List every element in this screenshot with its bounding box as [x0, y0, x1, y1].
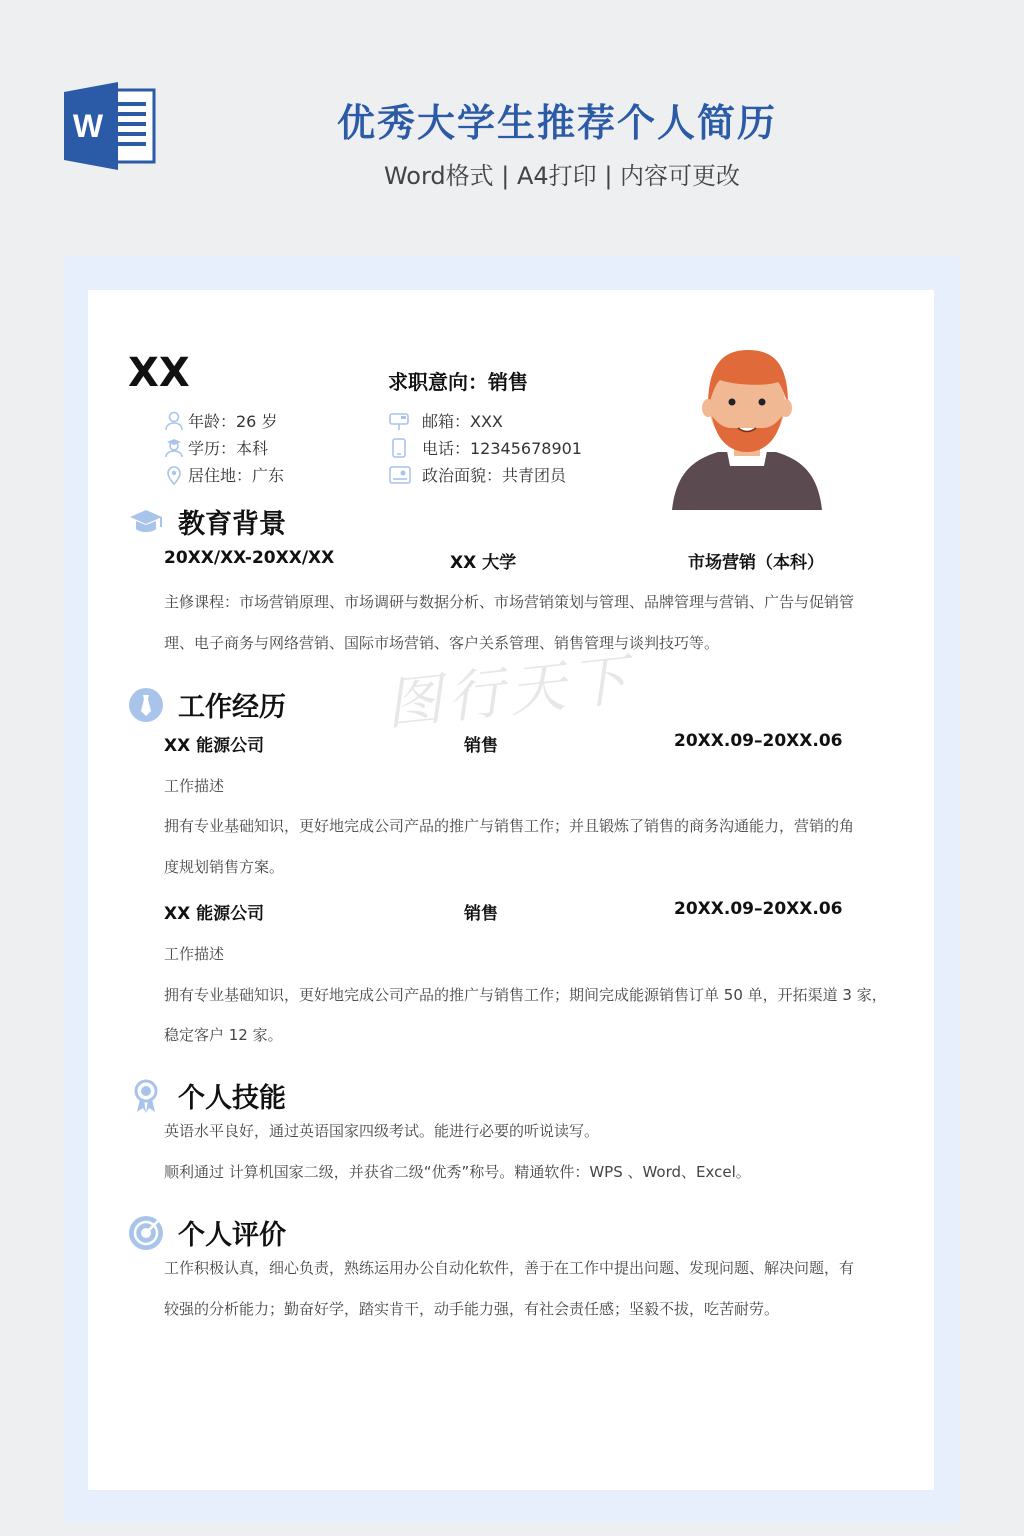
award-ribbon-icon — [128, 1078, 164, 1114]
education-info — [164, 436, 268, 459]
tie-icon — [128, 687, 164, 723]
job1-period: 20XX.09–20XX.06 — [674, 731, 843, 751]
age-text: 年龄：26 岁 — [188, 412, 278, 431]
education-period: 20XX/XX-20XX/XX — [164, 548, 335, 568]
education-school: XX 大学 — [450, 553, 517, 573]
watermark: 图行天下 — [382, 647, 637, 738]
phone-info — [388, 436, 582, 459]
job2-company: XX 能源公司 — [164, 904, 265, 924]
courses-line-1: 主修课程：市场营销原理、市场调研与数据分析、市场营销策划与管理、品牌管理与营销、广告与促销管 — [164, 593, 855, 611]
email-info — [388, 409, 503, 432]
graduate-icon — [164, 438, 184, 458]
skills-line-1: 英语水平良好，通过英语国家四级考试。能进行必要的听说读写。 — [164, 1122, 600, 1140]
job-intent: 求职意向：销售 — [388, 370, 528, 394]
evaluation-line-2: 较强的分析能力；勤奋好学，踏实肯干，动手能力强，有社会责任感；坚毅不拔，吃苦耐劳。 — [164, 1300, 780, 1318]
job1-company: XX 能源公司 — [164, 736, 265, 756]
job2-desc-line-1: 拥有专业基础知识，更好地完成公司产品的推广与销售工作；期间完成能源销售订单 50 单，开拓渠道 3 家， — [164, 986, 887, 1004]
graduation-cap-icon — [128, 507, 164, 537]
skills-title: 个人技能 — [178, 1083, 286, 1114]
evaluation-title: 个人评价 — [178, 1220, 286, 1251]
job2-period: 20XX.09–20XX.06 — [674, 899, 843, 919]
target-icon — [128, 1215, 164, 1251]
education-text: 学历：本科 — [188, 439, 269, 458]
logo-letter: W — [72, 108, 104, 144]
mailbox-icon — [388, 411, 412, 431]
job1-role: 销售 — [464, 736, 498, 756]
residence-info — [164, 463, 284, 486]
education-major: 市场营销（本科） — [688, 553, 824, 573]
job2-desc-label: 工作描述 — [164, 945, 225, 963]
location-icon — [164, 465, 184, 485]
job1-desc-line-1: 拥有专业基础知识，更好地完成公司产品的推广与销售工作；并且锻炼了销售的商务沟通能力，营销的角 — [164, 817, 855, 835]
banner-subtitle: Word格式 | A4打印 | 内容可更改 — [383, 162, 741, 190]
age-info — [164, 409, 277, 432]
political-info — [388, 463, 566, 486]
job1-desc-label: 工作描述 — [164, 777, 225, 795]
section-work — [128, 685, 286, 724]
skills-line-2: 顺利通过 计算机国家二级，并获省二级“优秀”称号。精通软件：WPS 、Word、Excel。 — [164, 1163, 751, 1181]
education-title: 教育背景 — [178, 509, 286, 540]
email-text: 邮箱：XXX — [422, 412, 503, 431]
phone-icon — [388, 438, 412, 458]
section-skills — [128, 1076, 286, 1115]
evaluation-line-1: 工作积极认真，细心负责，熟练运用办公自动化软件，善于在工作中提出问题、发现问题、解决问题，有 — [164, 1259, 855, 1277]
person-icon — [164, 411, 184, 431]
candidate-name: XX — [128, 350, 190, 396]
job2-desc-line-2: 稳定客户 12 家。 — [164, 1026, 283, 1044]
political-text: 政治面貌：共青团员 — [422, 466, 567, 485]
banner-title: 优秀大学生推荐个人简历 — [336, 101, 777, 145]
id-card-icon — [388, 465, 412, 485]
section-education — [128, 502, 286, 541]
job2-role: 销售 — [464, 904, 498, 924]
phone-text: 电话：12345678901 — [422, 439, 582, 458]
residence-text: 居住地：广东 — [188, 466, 285, 485]
section-evaluation — [128, 1213, 286, 1252]
job1-desc-line-2: 度规划销售方案。 — [164, 858, 285, 876]
work-title: 工作经历 — [178, 692, 286, 723]
courses-line-2: 理、电子商务与网络营销、国际市场营销、客户关系管理、销售管理与谈判技巧等。 — [164, 634, 720, 652]
avatar — [668, 346, 826, 510]
